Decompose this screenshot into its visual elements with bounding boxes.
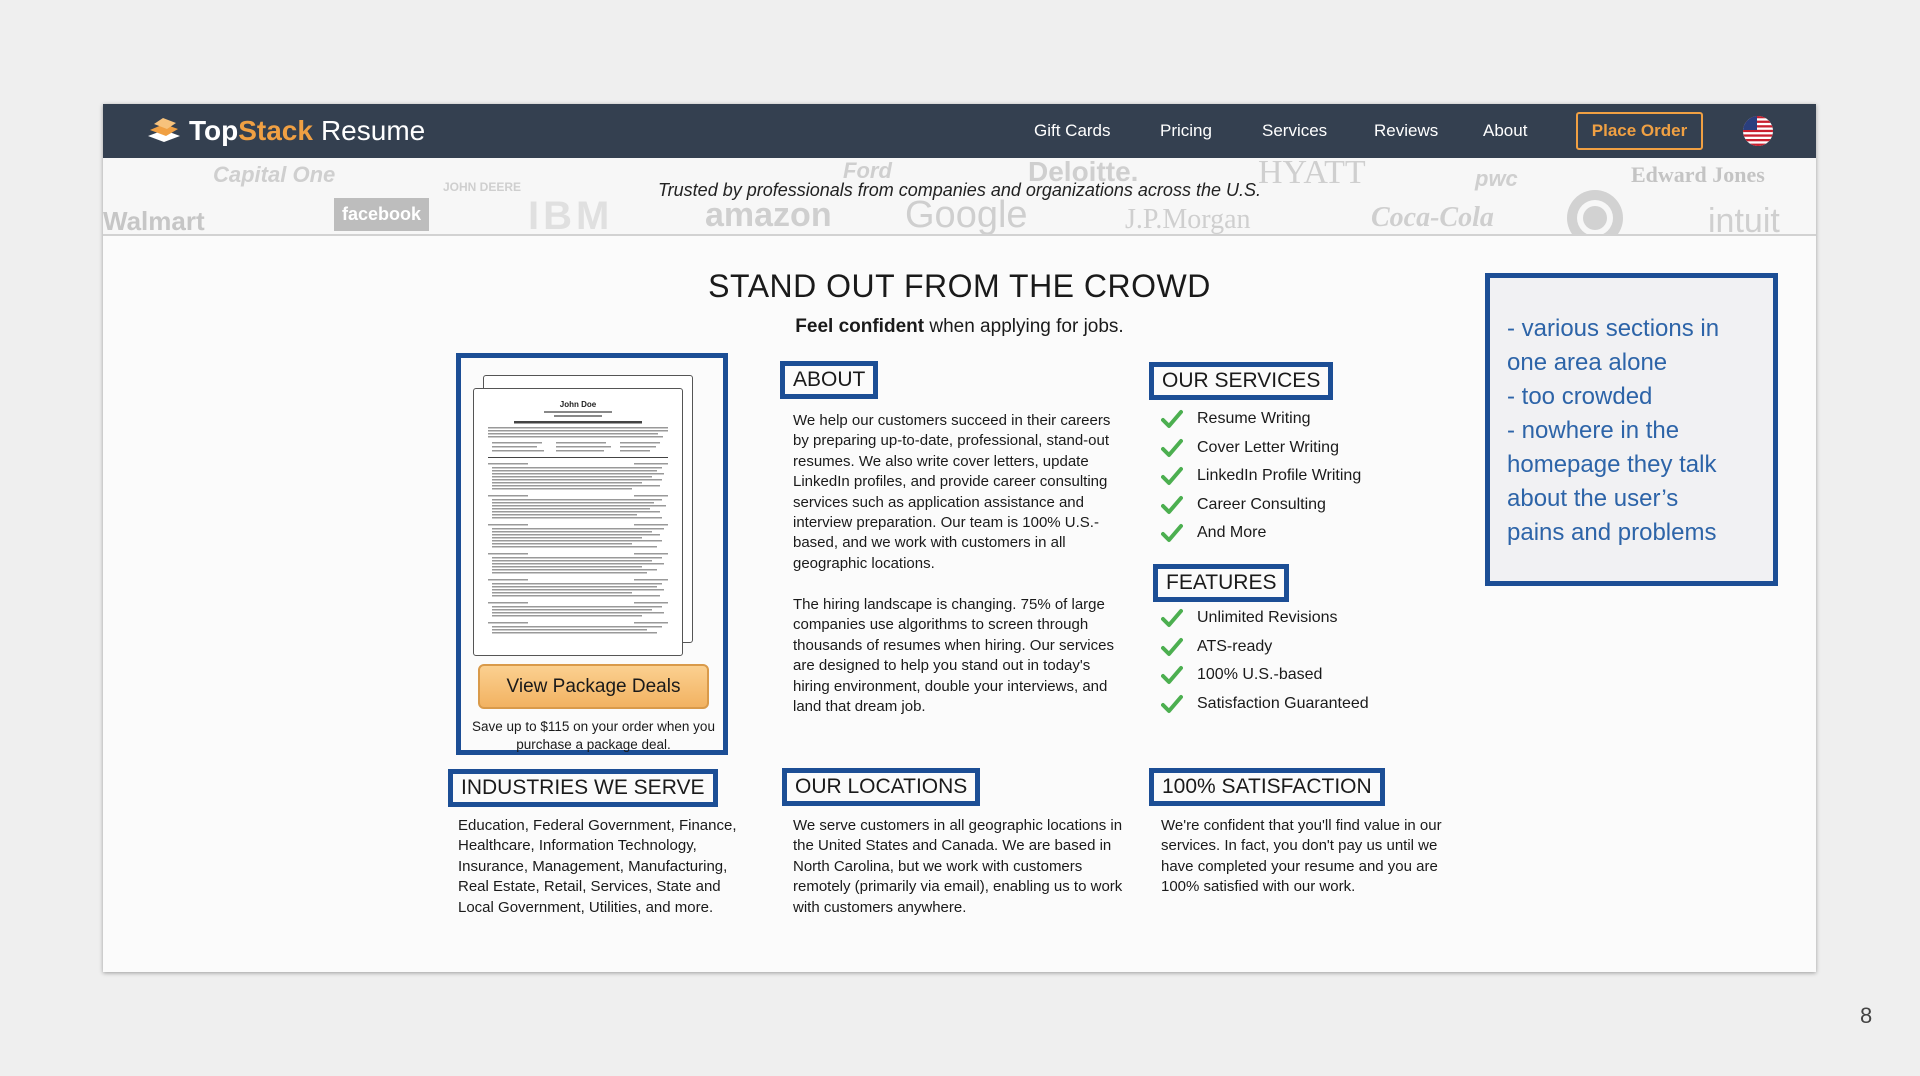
brand-logo: Walmart <box>103 206 205 236</box>
brand-logo: J.P.Morgan <box>1125 204 1251 235</box>
list-item: LinkedIn Profile Writing <box>1161 462 1361 491</box>
brand-logo: Ford <box>843 158 892 183</box>
industries-text: Education, Federal Government, Finance, Healthcare, Information Technology, Insurance, Management, Manufacturing, Real Estate, Retail, Services, State and Local Government, Utilities, and more. <box>458 817 737 916</box>
checkmark-icon <box>1161 665 1183 685</box>
package-savings-note: Save up to $115 on your order when you purchase a package deal. <box>472 719 715 752</box>
about-paragraph-1: We help our customers succeed in their careers by preparing up-to-date, professional, stand-out resumes. We also write cover letters, update LinkedIn profiles, and provide career consulting services such as application assistance and interview preparation. Our team is 100% U.S.-based, and we work with customers in all geographic locations. <box>793 412 1111 572</box>
package-card <box>465 360 735 760</box>
brand-logo: JOHN DEERE <box>443 180 522 194</box>
note-line: - nowhere in the <box>1507 417 1680 444</box>
our-locations-title: OUR LOCATIONS <box>782 768 980 806</box>
checkmark-icon <box>1161 608 1183 628</box>
brand-logo: facebook <box>334 198 429 231</box>
list-item: ATS-ready <box>1161 633 1369 662</box>
list-item: Satisfaction Guaranteed <box>1161 690 1369 719</box>
industries-title: INDUSTRIES WE SERVE <box>448 769 718 807</box>
checkmark-icon <box>1161 495 1183 515</box>
nav-gift-cards[interactable]: Gift Cards <box>1034 121 1111 140</box>
view-package-deals-button[interactable]: View Package Deals <box>478 664 709 709</box>
features-title: FEATURES <box>1153 564 1289 602</box>
note-line: about the user’s <box>1507 485 1679 512</box>
checkmark-icon <box>1161 466 1183 486</box>
checkmark-icon <box>1161 523 1183 543</box>
locations-text: We serve customers in all geographic locations in the United States and Canada. We are based in North Carolina, but we work with customers remotely (primarily via email), enabling us to work with customers anywhere. <box>793 817 1123 916</box>
note-line: - various sections in <box>1507 315 1720 342</box>
note-line: one area alone <box>1507 349 1668 376</box>
us-flag-icon[interactable] <box>1743 116 1773 146</box>
resume-thumbnail-icon <box>474 389 682 655</box>
list-item: 100% U.S.-based <box>1161 661 1369 690</box>
top-navbar <box>103 104 1816 158</box>
about-paragraph-2: The hiring landscape is changing. 75% of large companies use algorithms to screen through thousands of resumes when hiring. Our services are designed to help you stand out in today's hiring environment, double your interviews, and land that dream job. <box>793 596 1114 716</box>
nav-pricing[interactable]: Pricing <box>1160 121 1212 140</box>
resume-name: John Doe <box>559 400 597 409</box>
checkmark-icon <box>1161 637 1183 657</box>
page-headline: STAND OUT FROM THE CROWD <box>708 268 1211 304</box>
checkmark-icon <box>1161 409 1183 429</box>
logo-wordmark: TopStack Resume <box>189 115 426 146</box>
brand-logo: Deloitte. <box>1028 158 1139 187</box>
satisfaction-text: We're confident that you'll find value in our services. In fact, you don't pay us until we have completed your resume and you are 100% satisfied with our work. <box>1161 817 1442 896</box>
stack-logo-icon <box>145 116 183 146</box>
trusted-tagline: Trusted by professionals from companies and organizations across the U.S. <box>658 180 1261 200</box>
topstack-logo[interactable] <box>145 113 425 149</box>
resume-preview <box>473 388 683 656</box>
nav-about[interactable]: About <box>1483 121 1528 140</box>
brand-logo: intuit <box>1708 202 1780 236</box>
about-title: ABOUT <box>780 361 878 399</box>
list-item: And More <box>1161 519 1361 548</box>
checkmark-icon <box>1161 438 1183 458</box>
list-item: Resume Writing <box>1161 405 1361 434</box>
critique-note <box>1485 273 1778 586</box>
list-item: Cover Letter Writing <box>1161 434 1361 463</box>
nav-reviews[interactable]: Reviews <box>1374 121 1439 140</box>
brand-logo: pwc <box>1475 166 1518 191</box>
brand-logo: Google <box>905 194 1028 236</box>
brand-logo: Capital One <box>213 162 336 187</box>
note-line: - too crowded <box>1507 383 1653 410</box>
list-item: Unlimited Revisions <box>1161 604 1369 633</box>
page-subheadline: Feel confident when applying for jobs. <box>795 316 1124 337</box>
brand-logo: Coca-Cola <box>1371 202 1494 233</box>
nav-services[interactable]: Services <box>1262 121 1328 140</box>
satisfaction-title: 100% SATISFACTION <box>1149 768 1385 806</box>
features-list <box>1161 604 1369 718</box>
place-order-button[interactable]: Place Order <box>1576 112 1703 150</box>
brand-logo: HYATT <box>1258 158 1366 191</box>
brand-logo: IBM <box>528 194 614 236</box>
services-list <box>1161 405 1361 548</box>
note-line: homepage they talk <box>1507 451 1717 478</box>
list-item: Career Consulting <box>1161 491 1361 520</box>
brand-logo: Edward Jones <box>1631 162 1765 187</box>
note-line: pains and problems <box>1507 519 1717 546</box>
brand-logo: amazon <box>705 196 832 234</box>
our-services-title: OUR SERVICES <box>1149 362 1333 400</box>
trusted-by-logo-strip <box>103 158 1816 236</box>
checkmark-icon <box>1161 694 1183 714</box>
slide-page-number: 8 <box>1860 1003 1873 1028</box>
